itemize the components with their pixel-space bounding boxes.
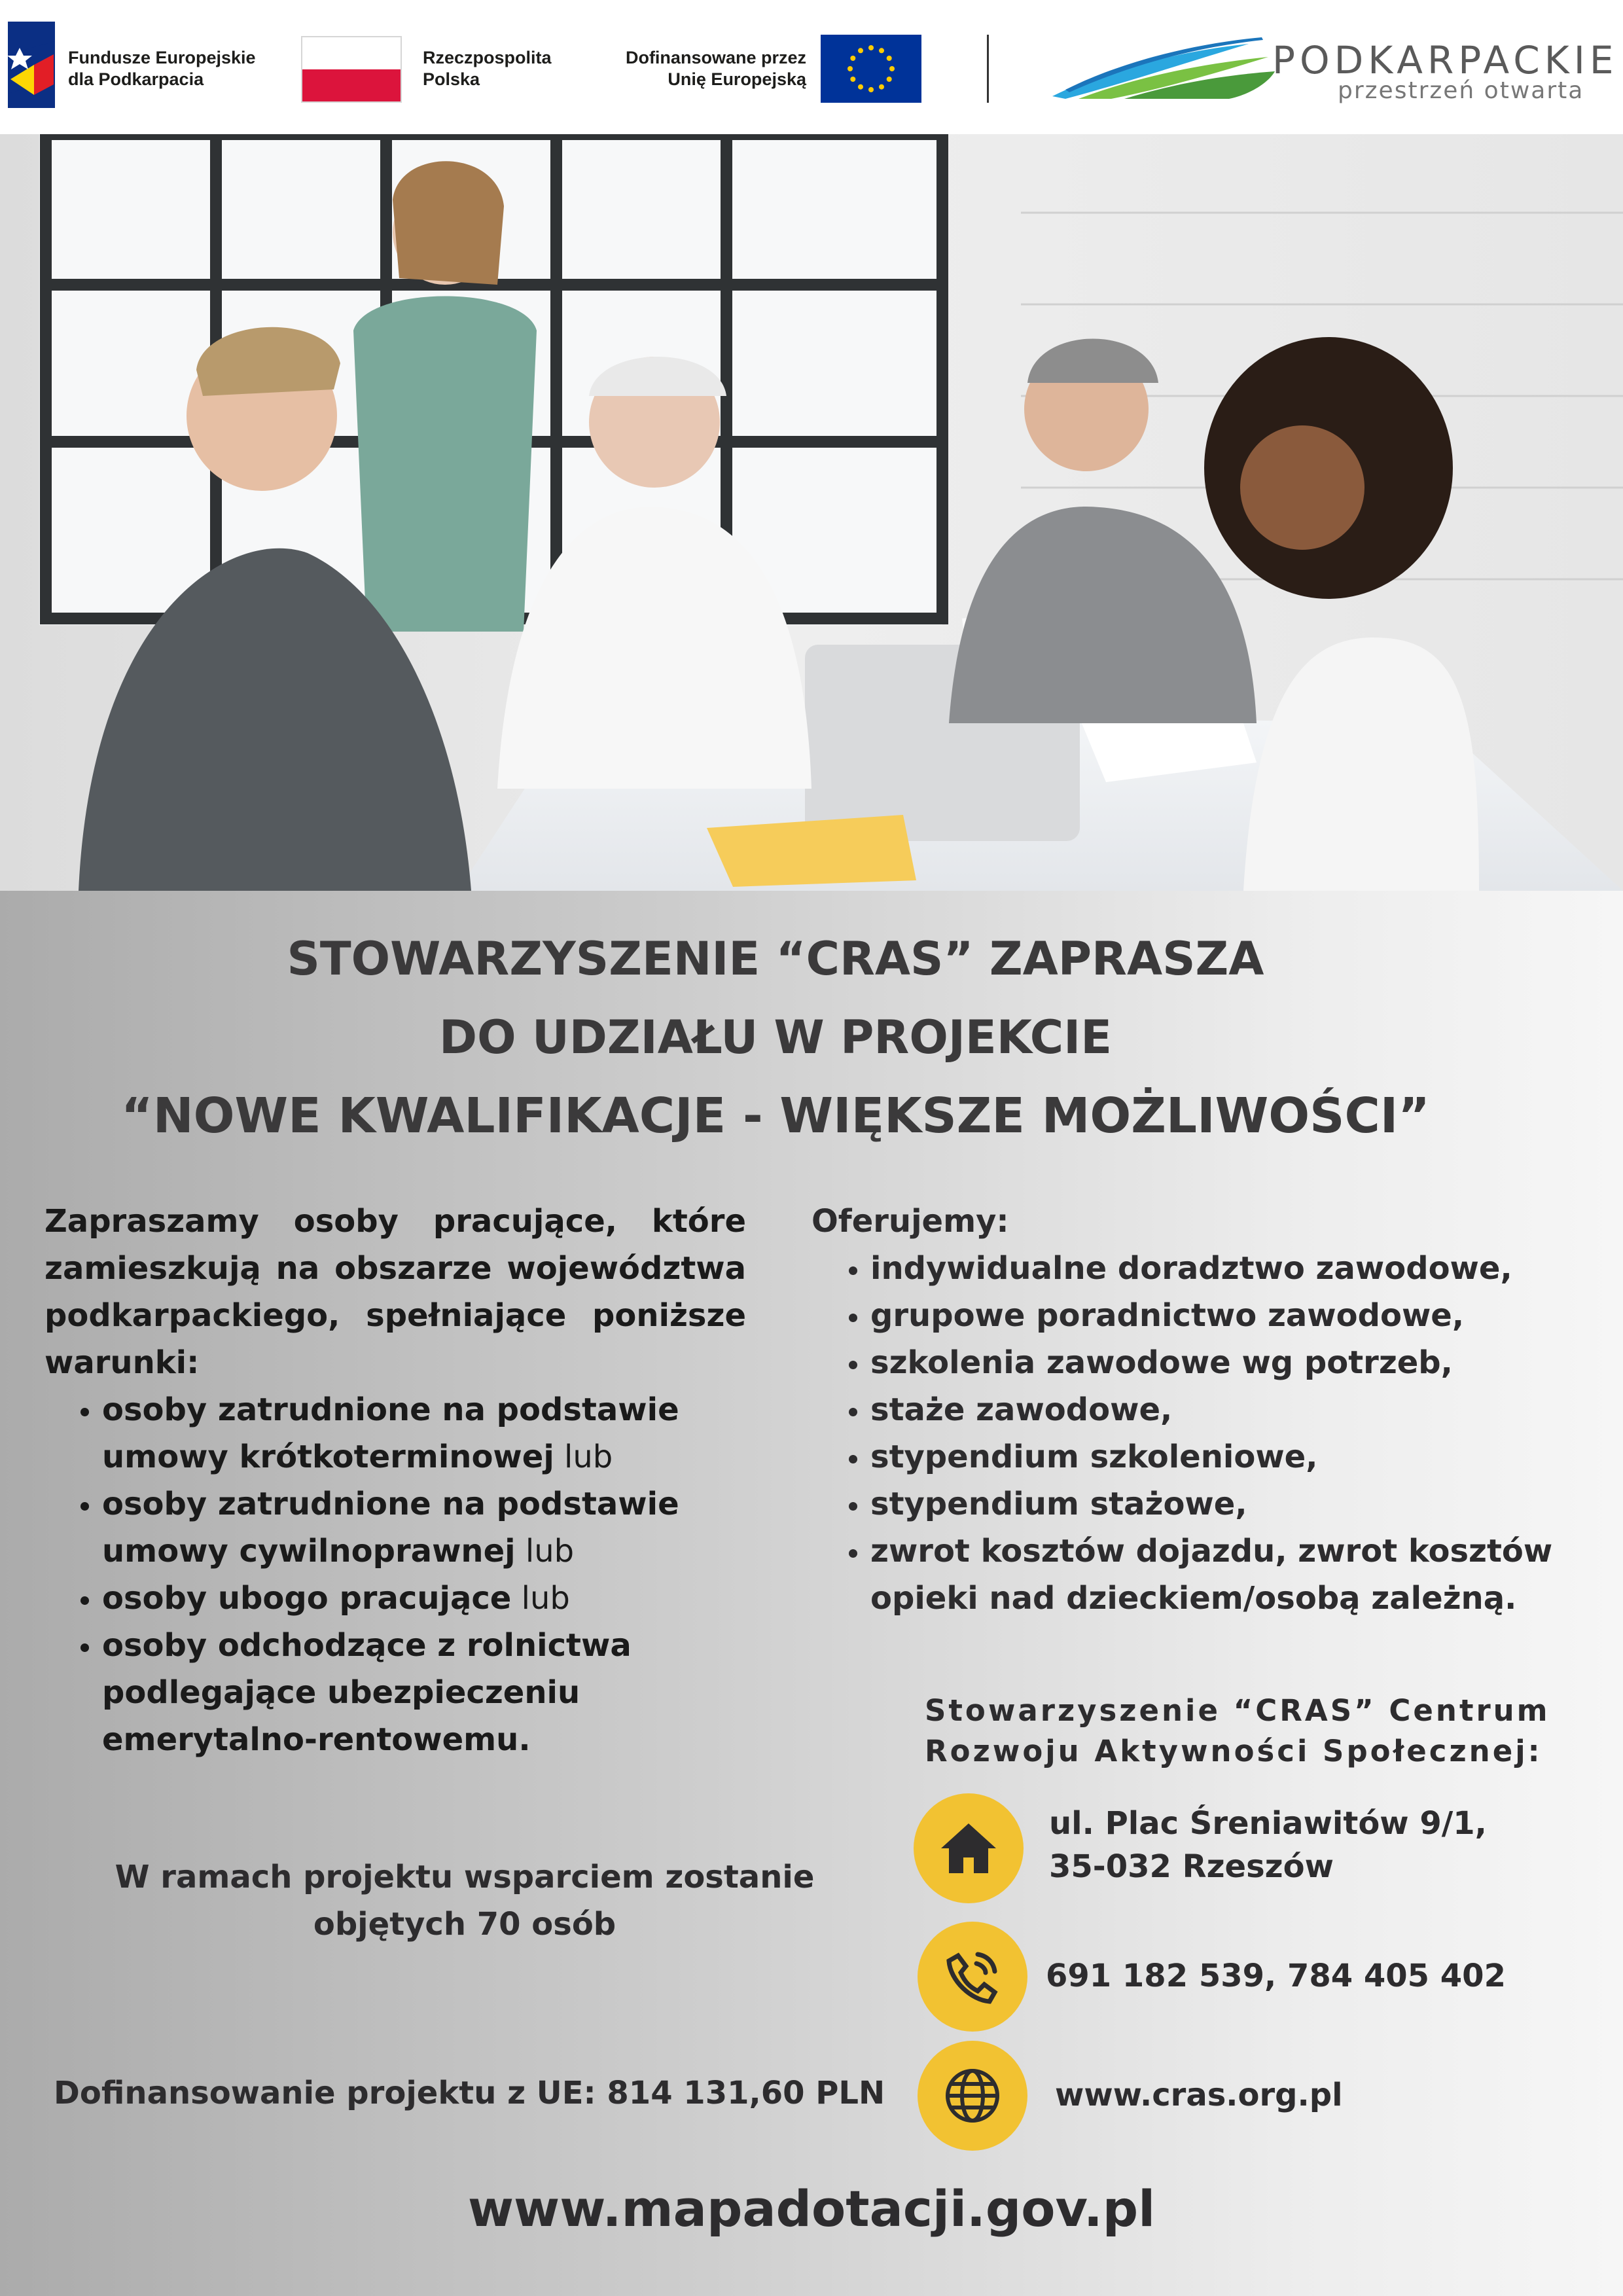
logo-divider bbox=[987, 35, 989, 103]
title-line3: “NOWE KWALIFIKACJE - WIĘKSZE MOŻLIWOŚCI” bbox=[121, 1088, 1430, 1144]
fe-line2: dla Podkarpacia bbox=[68, 69, 204, 89]
eligibility-list bbox=[45, 1386, 746, 1763]
eligibility-item bbox=[102, 1480, 746, 1575]
podkarpackie-name: PODKARPACKIE bbox=[1272, 38, 1618, 82]
eligibility-item bbox=[102, 1386, 746, 1480]
eu-star bbox=[879, 84, 884, 90]
eligibility-item-suffix: lub bbox=[511, 1580, 570, 1617]
eu-star bbox=[879, 48, 884, 53]
fundusze-europejskie-label bbox=[68, 47, 256, 90]
offer-item: • indywidualne doradztwo zawodowe, bbox=[870, 1245, 1558, 1292]
eligibility-item-text: osoby zatrudnione na podstawie umowy krótkoterminowej bbox=[102, 1391, 679, 1475]
eu-star bbox=[868, 45, 874, 50]
title-line2: DO UDZIAŁU W PROJEKCIE bbox=[438, 1011, 1113, 1064]
support-note bbox=[98, 1854, 831, 1948]
offer-heading: Oferujemy: bbox=[812, 1203, 1009, 1240]
eu-star bbox=[889, 66, 895, 71]
organization-line2: Rozwoju Aktywności Społecznej: bbox=[925, 1734, 1543, 1768]
eu-cofinanced-label bbox=[576, 47, 806, 90]
eligibility-section bbox=[45, 1198, 746, 1763]
eu-star bbox=[850, 56, 855, 61]
podkarpackie-logo-icon bbox=[1052, 31, 1294, 103]
eligibility-item-text: osoby odchodzące z rolnictwa podlegające ubezpieczeniu emerytalno-rentowemu. bbox=[102, 1627, 632, 1758]
offer-list bbox=[812, 1245, 1558, 1622]
offer-section bbox=[812, 1198, 1558, 1622]
support-line2: objętych 70 osób bbox=[313, 1906, 616, 1943]
eu-star bbox=[858, 84, 863, 90]
ue-line2: Unię Europejską bbox=[668, 69, 806, 89]
pl-line2: Polska bbox=[423, 69, 480, 89]
eu-star bbox=[850, 77, 855, 82]
eligibility-intro: Zapraszamy osoby pracujące, które zamieszkują na obszarze województwa podkarpackiego, spełniające poniższe warunki: bbox=[45, 1203, 746, 1381]
ue-line1: Dofinansowane przez bbox=[625, 48, 806, 67]
offer-item: • staże zawodowe, bbox=[870, 1386, 1558, 1433]
address-line2: 35-032 Rzeszów bbox=[1049, 1848, 1334, 1885]
organization-line1: Stowarzyszenie “CRAS” Centrum bbox=[925, 1693, 1550, 1728]
eligibility-item-text: osoby ubogo pracujące bbox=[102, 1580, 512, 1617]
eu-flag-icon bbox=[821, 35, 921, 103]
eu-star bbox=[868, 87, 874, 92]
website-link[interactable]: www.cras.org.pl bbox=[1055, 2077, 1343, 2113]
phone-numbers: 691 182 539, 784 405 402 bbox=[1046, 1958, 1506, 1994]
fe-line1: Fundusze Europejskie bbox=[68, 48, 256, 67]
phone-icon bbox=[918, 1922, 1027, 2032]
funding-amount: Dofinansowanie projektu z UE: 814 131,60 PLN bbox=[54, 2075, 885, 2111]
offer-item: • stypendium szkoleniowe, bbox=[870, 1433, 1558, 1480]
title-line1: STOWARZYSZENIE “CRAS” ZAPRASZA bbox=[287, 932, 1264, 986]
rzeczpospolita-label bbox=[423, 47, 552, 90]
polish-flag-icon bbox=[301, 36, 402, 103]
home-icon bbox=[914, 1793, 1024, 1903]
offer-item: • stypendium stażowe, bbox=[870, 1480, 1558, 1528]
mapadotacji-link[interactable]: www.mapadotacji.gov.pl bbox=[467, 2179, 1156, 2238]
eu-star bbox=[887, 56, 892, 61]
offer-item: • zwrot kosztów dojazdu, zwrot kosztów opieki nad dzieckiem/osobą zależną. bbox=[870, 1528, 1558, 1622]
support-line1: W ramach projektu wsparciem zostanie bbox=[115, 1859, 815, 1895]
eligibility-item bbox=[102, 1575, 746, 1622]
eu-star bbox=[887, 77, 892, 82]
page-title bbox=[0, 920, 1551, 1155]
eligibility-item bbox=[102, 1622, 746, 1763]
offer-item: • grupowe poradnictwo zawodowe, bbox=[870, 1292, 1558, 1339]
eligibility-item-suffix: lub bbox=[554, 1439, 613, 1475]
eu-star bbox=[847, 66, 853, 71]
team-meeting-photo bbox=[0, 134, 1623, 891]
eligibility-item-text: osoby zatrudnione na podstawie umowy cywilnoprawnej bbox=[102, 1486, 679, 1570]
fundusze-europejskie-logo bbox=[8, 22, 55, 108]
logo-bar bbox=[0, 0, 1623, 134]
address-line1: ul. Plac Śreniawitów 9/1, bbox=[1049, 1805, 1487, 1842]
globe-icon bbox=[918, 2041, 1027, 2151]
offer-item: • szkolenia zawodowe wg potrzeb, bbox=[870, 1339, 1558, 1386]
podkarpackie-slogan: przestrzeń otwarta bbox=[1338, 77, 1584, 104]
eligibility-item-suffix: lub bbox=[515, 1533, 575, 1570]
eu-star bbox=[858, 48, 863, 53]
pl-line1: Rzeczpospolita bbox=[423, 48, 552, 67]
address bbox=[1049, 1802, 1487, 1888]
organization-name bbox=[925, 1691, 1550, 1772]
